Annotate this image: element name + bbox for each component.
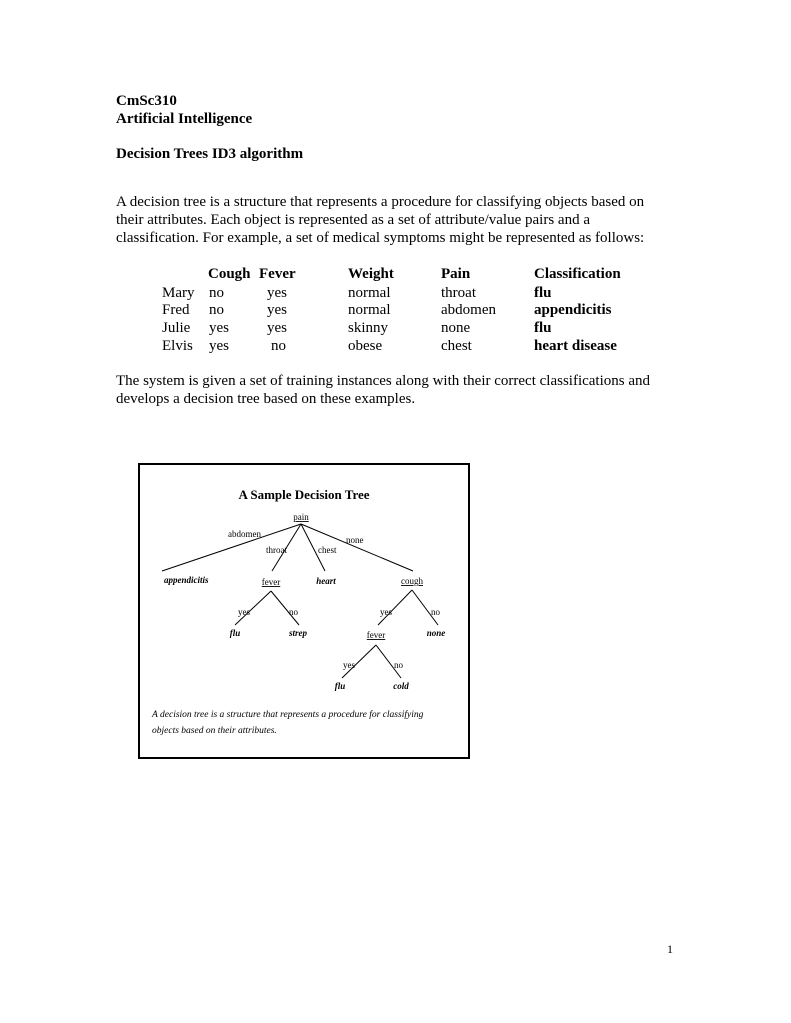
closing-line-2: develops a decision tree based on these examples. [116,391,416,407]
row-name: Elvis [162,338,193,354]
header-pain: Pain [441,266,471,282]
row-name: Fred [162,302,190,318]
row-weight: skinny [348,320,389,336]
row-classification: flu [534,320,552,336]
row-fever: yes [267,302,287,318]
tree-leaf-strep: strep [289,628,307,638]
header-cough: Cough [208,266,251,282]
page-number: 1 [667,942,673,956]
tree-leaf-flu: flu [334,681,346,691]
row-pain: none [441,320,471,336]
intro-line-3: classification. For example, a set of medical symptoms might be represented as follows: [116,230,645,246]
row-classification: heart disease [534,338,617,354]
row-pain: chest [441,338,472,354]
edge-label-yes: yes [380,607,392,617]
row-classification: appendicitis [534,302,612,318]
decision-tree-figure [138,463,470,759]
edge-label-throat: throat [266,545,287,555]
row-name: Julie [162,320,191,336]
row-cough: yes [209,338,229,354]
figure-title: A Sample Decision Tree [238,487,370,502]
closing-line-1: The system is given a set of training instances along with their correct classifications and [116,373,651,389]
figure-caption-line-2: objects based on their attributes. [152,726,277,736]
row-cough: no [209,302,224,318]
edge-label-no: no [289,607,298,617]
row-weight: normal [348,302,391,318]
tree-node-pain: pain [293,512,309,522]
edge-label-chest: chest [318,545,337,555]
tree-node-fever: fever [261,577,281,587]
edge-label-none: none [346,535,364,545]
tree-node-fever: fever [366,630,386,640]
course-code: CmSc310 [116,93,177,109]
row-fever: yes [267,285,287,301]
tree-leaf-appendicitis: appendicitis [164,575,209,585]
decision-tree-diagram [140,465,468,757]
tree-leaf-cold: cold [393,681,409,691]
row-weight: normal [348,285,391,301]
tree-leaf-flu: flu [229,628,241,638]
page-title: Decision Trees ID3 algorithm [116,146,304,162]
header-classification: Classification [534,266,621,282]
edge-label-yes: yes [343,660,355,670]
header-fever: Fever [259,266,296,282]
header-weight: Weight [348,266,394,282]
row-cough: no [209,285,224,301]
row-fever: no [271,338,286,354]
edge-label-no: no [431,607,440,617]
intro-line-1: A decision tree is a structure that represents a procedure for classifying objects based on [116,194,645,210]
row-cough: yes [209,320,229,336]
row-weight: obese [348,338,383,354]
row-pain: abdomen [441,302,496,318]
row-name: Mary [162,285,195,301]
edge-label-no: no [394,660,403,670]
tree-leaf-none: none [426,628,446,638]
edge-label-yes: yes [238,607,250,617]
row-classification: flu [534,285,552,301]
tree-node-cough: cough [401,576,423,586]
row-pain: throat [441,285,476,301]
course-subject: Artificial Intelligence [116,111,253,127]
row-fever: yes [267,320,287,336]
tree-leaf-heart: heart [316,576,336,586]
figure-caption-line-1: A decision tree is a structure that represents a procedure for classifying [152,710,424,720]
intro-line-2: their attributes. Each object is represented as a set of attribute/value pairs and a [116,212,590,228]
edge-label-abdomen: abdomen [228,529,261,539]
